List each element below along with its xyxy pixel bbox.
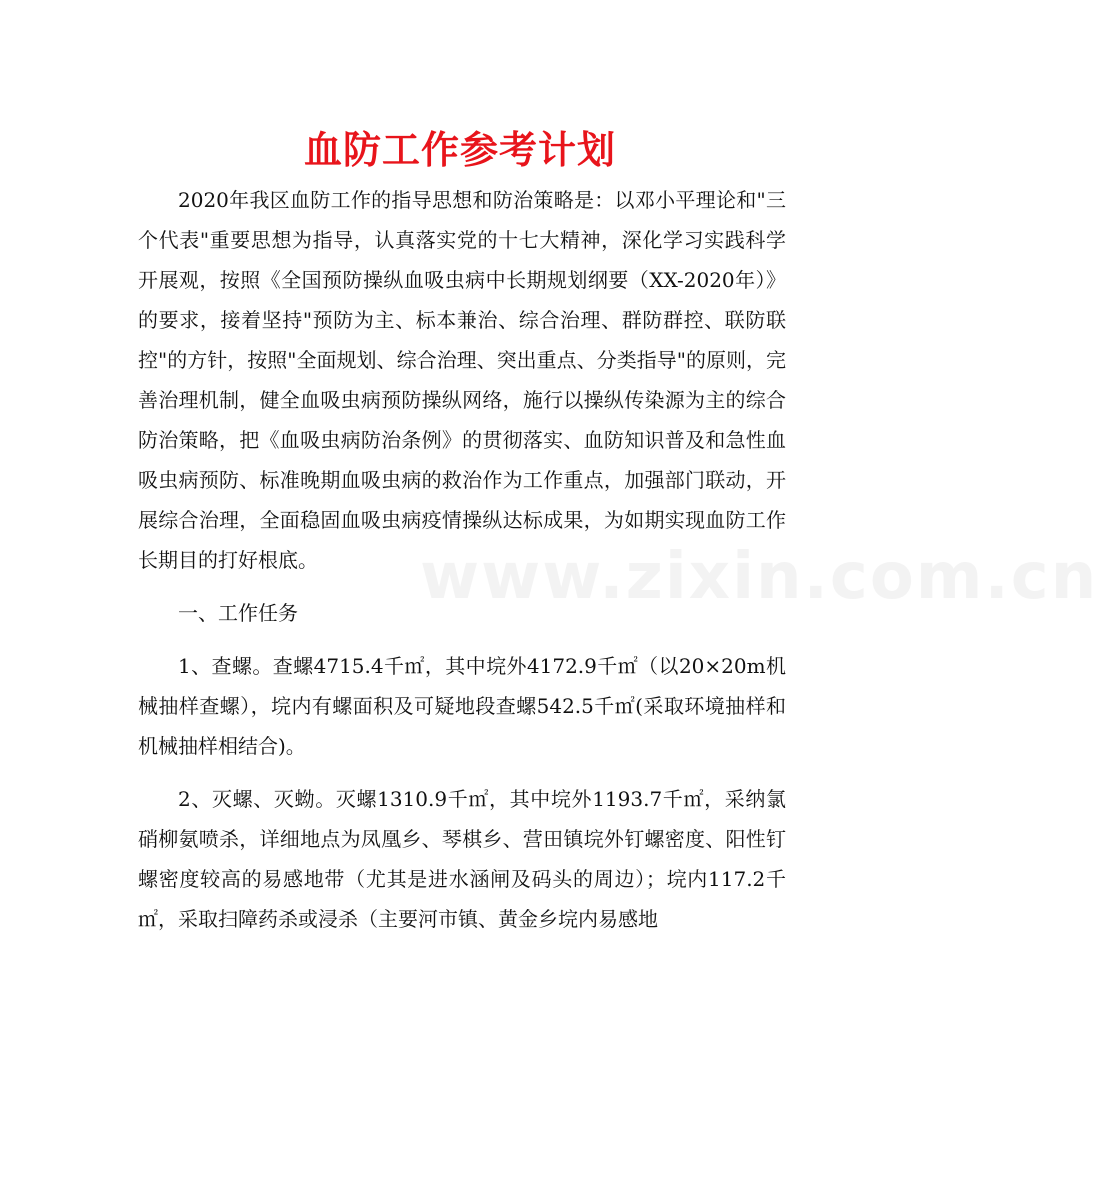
watermark: www.zixin.com.cn — [420, 540, 1098, 614]
paragraph-snail-survey: 1、查螺。查螺4715.4千㎡，其中垸外4172.9千㎡（以20×20m机械抽样查螺），垸内有螺面积及可疑地段查螺542.5千㎡(采取环境抽样和机械抽样相结合)。 — [138, 654, 786, 758]
paragraph-snail-control: 2、灭螺、灭蚴。灭螺1310.9千㎡，其中垸外1193.7千㎡，采纳氯硝柳氨喷杀，详细地点为凤凰乡、琴棋乡、营田镇垸外钉螺密度、阳性钉螺密度较高的易感地带（尤其是进水涵闸及码头的周边）；垸内117.2千㎡，采取扫障药杀或浸杀（主要河市镇、黄金乡垸内易感地 — [138, 787, 786, 931]
paragraph-guiding-ideology: 2020年我区血防工作的指导思想和防治策略是：以邓小平理论和"三个代表"重要思想为指导，认真落实党的十七大精神，深化学习实践科学开展观，按照《全国预防操纵血吸虫病中长期规划纲要（XX-2020年）》的要求，接着坚持"预防为主、标本兼治、综合治理、群防群控、联防联控"的方针，按照"全面规划、综合治理、突出重点、分类指导"的原则，完善治理机制，健全血吸虫病预防操纵网络，施行以操纵传染源为主的综合防治策略，把《血吸虫病防治条例》的贯彻落实、血防知识普及和急性血吸虫病预防、标准晚期血吸虫病的救治作为工作重点，加强部门联动，开展综合治理，全面稳固血吸虫病疫情操纵达标成果，为如期实现血防工作长期目的打好根底。 — [138, 188, 786, 572]
section-heading-work-tasks: 一、工作任务 — [178, 601, 298, 625]
document-title: 血防工作参考计划 — [303, 128, 616, 172]
document-body — [138, 180, 786, 939]
